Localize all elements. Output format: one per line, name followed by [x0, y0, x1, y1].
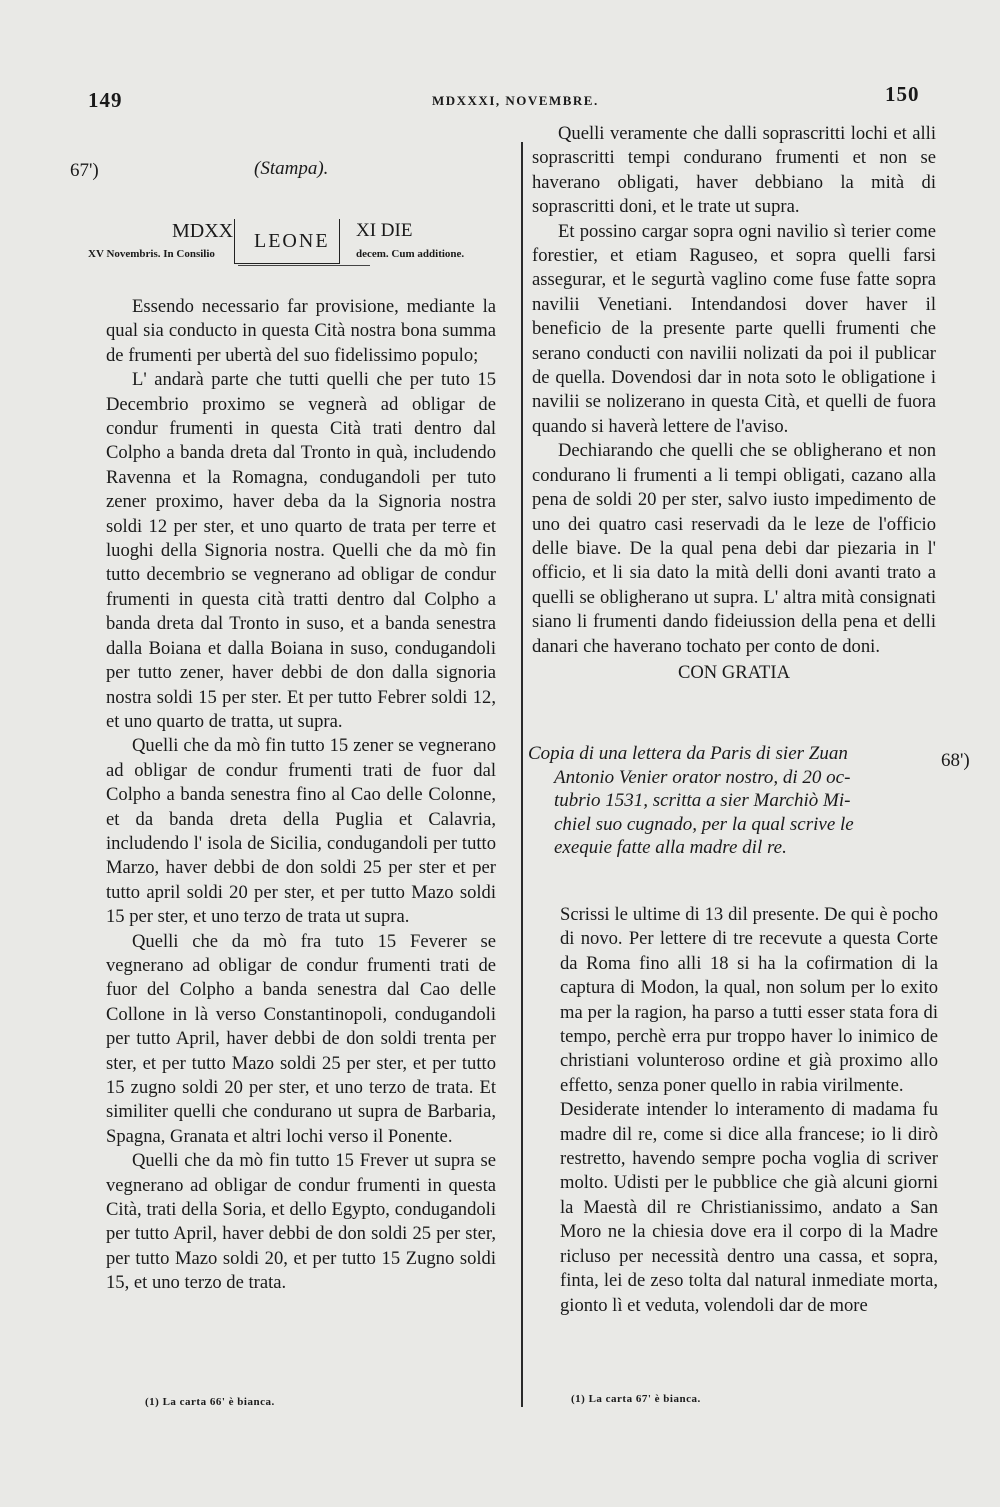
left-column-text — [106, 295, 496, 1296]
paragraph: Quelli che da mò fin tutto 15 Frever ut supra se vegnerano ad obligar de condur frumenti in questa Cità, trati della Soria, et dello Egypto, condugandoli per tutto April, haver debbi de don soldi 25 per ster, per tutto Mazo soldi 20, et per tutto 15 Zugno soldi 15, et uno terzo de trata. — [106, 1150, 496, 1294]
leone-label: LEONE — [254, 230, 330, 252]
date-block — [88, 218, 498, 280]
right-column-text — [532, 122, 936, 685]
paragraph: Scrissi le ultime di 13 dil presente. De qui è pocho di novo. Per lettere di tre recevute a questa Corte da Roma fino alli 18 si ha la cofirmation di la captura di Modon, la qual, non solum per lo exito ma per la ragion, ha parso a tutti esser stata fora di tempo, perchè erra pur troppo haver lo inimico de christiani volunteroso ordine et già proximo allo effetto, senza poner quello in rabia virilmente. — [560, 904, 938, 1096]
date-right-line2: decem. Cum additione. — [356, 248, 465, 260]
con-gratia-line: CON GRATIA — [677, 661, 791, 683]
paragraph: Et possino cargar sopra ogni navilio sì terier come forestier, et etiam Raguseo, et sopra quelli farsi assegurar, et le segurtà vaglino come fuse fatte sopra navilii Venetiani. Intendandosi dover haver il beneficio de la presente parte quelli frumenti che serano conducti con navilii nolizati da poi il publicar de quella. Dovendosi dar in nota soto le obligatione i navilii se nolizerano in questa Cità, et quelli de fuora quando si haverà lettere de l'aviso. — [532, 220, 936, 437]
paragraph: Quelli che da mò fin tutto 15 zener se vegnerano ad obligar de condur frumenti trati de fuor dal Colpho a banda senestra fino al Cao delle Colonne, et da banda dreta della Puglia et Calavria, includendo l' isola de Sicilia, condugandoli per tutto Marzo, haver debbi de don soldi 25 per ster et per tutto april soldi 20 per ster, et per tutto Mazo soldi 15 per ster, et uno terzo de trata ut supra. — [106, 735, 496, 928]
date-right-line1: XI DIE — [356, 220, 413, 241]
letter-heading-line: Antonio Venier orator nostro, di 20 oc- — [554, 766, 851, 788]
date-left-line1: MDXX — [172, 220, 234, 242]
paragraph: Desiderate intender lo interamento di madama fu madre dil re, come si dice alla francese; io li dirò restretto, havendo sempre pocha voglia di scriver molto. Udisti per le pubblice che già alcuni giorni la Maestà dil re Christianissimo, andato a San Moro ne la chiesia dove era il corpo di la Madre ricluso per necessità dentro una cassa, et sopra, finta, lei de zeso tolta dal natural inmediate morta, gionto lì et veduta, volendoli dar de more — [560, 1099, 938, 1316]
letter-heading-line: chiel suo cugnado, per la qual scrive le — [554, 813, 854, 835]
letter-heading-line: exequie fatte alla madre dil re. — [554, 837, 787, 858]
paragraph: Quelli veramente che dalli soprascritti lochi et alli soprascritti tempi condurano frumenti et non se haverano obligati, haver debbiano la mità di soprascritti doni, et le trate ut supra. — [532, 123, 936, 218]
letter-heading-line: tubrio 1531, scritta a sier Marchiò Mi- — [554, 790, 851, 811]
paragraph: L' andarà parte che tutti quelli che per tuto 15 Decembrio proximo se vegnerà ad obligar de condur frumenti in questa Cità trati dentro dal Colpho a banda dreta dal Tronto in quà, includendo Ravenna et la Romagna, condugandoli per tuto zener proximo, haver deba da la Signoria nostra soldi 12 per ster, et uno quarto de trata per terre et luoghi della Signoria nostra. Quelli che da mò fin tutto decembrio se vegnerano ad obligar de condur frumenti in questa cità tratti dentro dal Colpho a banda dreta dal Tronto in suso, et a banda senestra dalla Boiana et dalla Boiana in suso, condugandoli per tutto zener, haver debbi de don dalla signoria nostra soldi 15 per ster. Et per tutto Febrer soldi 12, et uno quarto de tratta, ut supra. — [106, 369, 496, 732]
margin-note-right: 68') — [941, 750, 970, 771]
paragraph: Essendo necessario far provisione, mediante la qual sia conducto in questa Cità nostra bona summa de frumenti per ubertà del suo fidelissimo populo; — [106, 296, 496, 366]
paragraph: Dechiarando che quelli che se obligherano et non condurano li frumenti a li tempi obligati, cazano alla pena de soldi 20 per ster, salvo iusto impedimento de uno dei quatro casi reservadi da le leze de l'officio delle biave. De la qual pena debi dar piezaria in l' officio, et li sia dato la mità delli doni avanti trato a quelli se obligherano ut supra. L' altra mità consignati siano li frumenti dando fideiussion della pena et delli danari che haverano tochato per conto de doni. — [532, 440, 936, 657]
paragraph: Quelli che da mò fra tuto 15 Feverer se vegnerano ad obligar de condur frumenti trati de fuor del Colpho a banda senestra dal Cao delle Collone in là verso Constantinopoli, condugandoli per tutto April, haver debbi de don soldi trenta per ster, et per tutto Mazo soldi 25 per ster, et per tutto 15 zugno soldi 20 per ster, et uno terzo de trata. Et similiter quelli che condurano ut supra de Barbaria, Spagna, Granata et altri lochi verso il Ponente. — [106, 930, 496, 1147]
page-number-right: 150 — [885, 82, 920, 106]
page-number-left: 149 — [88, 88, 123, 112]
margin-note-left: 67') — [70, 160, 99, 181]
letter-body — [560, 903, 938, 1318]
footnote-left: (1) La carta 66' è bianca. — [145, 1396, 275, 1408]
date-block-rule — [238, 265, 370, 266]
stampa-label: (Stampa). — [254, 158, 329, 179]
letter-heading — [528, 742, 938, 860]
letter-heading-line: Copia di una lettera da Paris di sier Zuan — [528, 743, 848, 764]
running-title: MDXXXI, NOVEMBRE. — [432, 93, 599, 108]
column-divider — [521, 142, 523, 1407]
date-left-line2: XV Novembris. In Consilio — [88, 248, 215, 260]
footnote-right: (1) La carta 67' è bianca. — [571, 1393, 701, 1405]
